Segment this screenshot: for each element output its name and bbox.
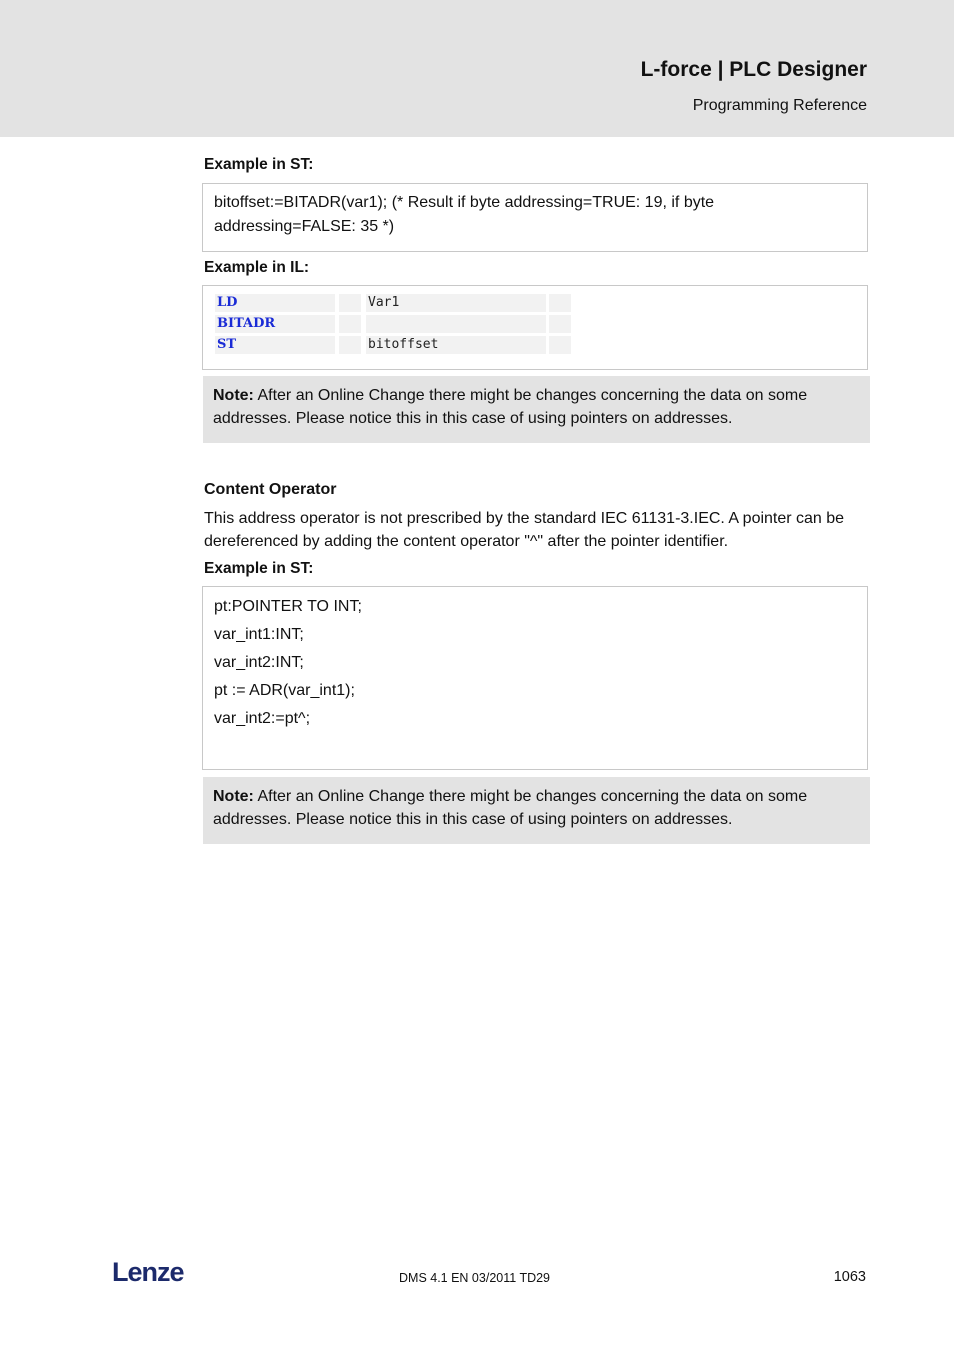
- code-line: var_int2:INT;: [214, 654, 304, 671]
- example-il-label: Example in IL:: [204, 259, 310, 276]
- document-title: L-force | PLC Designer: [640, 58, 867, 81]
- note-box: [203, 376, 870, 443]
- code-line: addressing=FALSE: 35 *): [214, 218, 395, 235]
- il-spacer-cell: [549, 315, 571, 333]
- code-box-st-bitadr: [202, 183, 868, 252]
- document-subtitle: Programming Reference: [692, 97, 867, 114]
- note-prefix: Note:: [213, 387, 254, 404]
- code-line: var_int2:=pt^;: [214, 710, 311, 727]
- code-line: pt := ADR(var_int1);: [214, 682, 355, 699]
- code-line: var_int1:INT;: [214, 626, 304, 643]
- code-box-st-pointer: [202, 586, 868, 770]
- il-operator: ST: [215, 336, 335, 354]
- il-argument: bitoffset: [366, 336, 546, 354]
- il-spacer-cell: [339, 315, 361, 333]
- note-text: After an Online Change there might be changes concerning the data on some addresses. Please notice this in this case of using pointers on addresses.: [213, 387, 808, 427]
- il-spacer-cell: [549, 294, 571, 312]
- il-spacer-cell: [339, 294, 361, 312]
- code-line: bitoffset:=BITADR(var1); (* Result if byte addressing=TRUE: 19, if byte: [214, 194, 715, 211]
- note-box: [203, 777, 870, 844]
- example-st-label: Example in ST:: [204, 560, 314, 577]
- note-text: After an Online Change there might be changes concerning the data on some addresses. Please notice this in this case of using pointers on addresses.: [213, 788, 808, 828]
- page-header: [0, 0, 954, 137]
- content-operator-paragraph: This address operator is not prescribed by the standard IEC 61131-3.IEC. A pointer can be dereferenced by adding the content operator "^" after the pointer identifier.: [204, 510, 845, 550]
- note-prefix: Note:: [213, 788, 254, 805]
- code-line: pt:POINTER TO INT;: [214, 598, 362, 615]
- il-operator: BITADR: [215, 315, 335, 333]
- lenze-logo: Lenze: [112, 1257, 184, 1287]
- il-argument: [366, 315, 546, 333]
- il-spacer-cell: [339, 336, 361, 354]
- il-spacer-cell: [549, 336, 571, 354]
- section-title-content-operator: Content Operator: [204, 481, 337, 498]
- example-st-label: Example in ST:: [204, 156, 314, 173]
- il-operator: LD: [215, 294, 335, 312]
- page-number: 1063: [833, 1269, 866, 1285]
- document-id: DMS 4.1 EN 03/2011 TD29: [399, 1271, 551, 1285]
- il-argument: Var1: [366, 294, 546, 312]
- code-box-il: [202, 285, 868, 370]
